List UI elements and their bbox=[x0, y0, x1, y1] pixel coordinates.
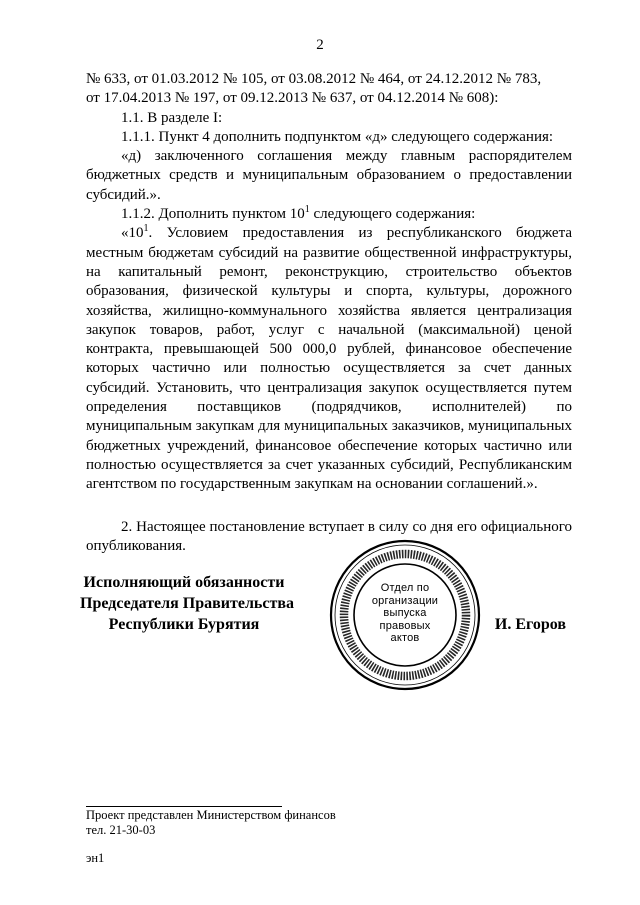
stamp-line-1: Отдел по bbox=[380, 582, 430, 594]
point-10-1-prefix: «10 bbox=[121, 225, 144, 242]
body-line-refs-2: от 17.04.2013 № 197, от 09.12.2013 № 637, от 04.12.2014 № 608): bbox=[86, 90, 499, 107]
paragraph-gap bbox=[86, 495, 572, 518]
page-number: 2 bbox=[316, 37, 324, 53]
signature-title-line-1: Исполняющий обязанности bbox=[83, 574, 285, 591]
footnote bbox=[86, 808, 336, 838]
document-body bbox=[86, 70, 572, 556]
item-1-1-1: 1.1.1. Пункт 4 дополнить подпунктом «д» следующего содержания: bbox=[121, 128, 554, 145]
item-1-1-2 bbox=[86, 205, 572, 224]
point-10-1 bbox=[86, 224, 572, 494]
signature-title-line-2: Председателя Правительства bbox=[80, 595, 294, 612]
item-1-1-2-tail: следующего содержания: bbox=[309, 206, 476, 223]
paragraph-2: 2. Настоящее постановление вступает в силу со дня его официального опубликования. bbox=[86, 518, 572, 554]
footnote-line-1: Проект представлен Министерством финансов bbox=[86, 808, 336, 822]
official-stamp bbox=[328, 538, 482, 692]
footnote-divider bbox=[86, 806, 282, 807]
item-1-1-2-superscript: 1 bbox=[304, 204, 310, 216]
stamp-line-5: актов bbox=[390, 632, 420, 644]
stamp-line-4: правовых bbox=[379, 619, 431, 632]
signer-name: И. Егоров bbox=[494, 616, 566, 633]
document-code: эн1 bbox=[86, 851, 105, 865]
stamp-center-text bbox=[355, 582, 455, 645]
signature-title-line-3: Республики Бурятия bbox=[108, 616, 260, 633]
body-line-refs-1: № 633, от 01.03.2012 № 105, от 03.08.2012 № 464, от 24.12.2012 № 783, bbox=[86, 71, 542, 87]
footnote-line-2: тел. 21-30-03 bbox=[86, 823, 156, 837]
signature-block bbox=[80, 572, 294, 635]
point-10-1-superscript: 1 bbox=[143, 223, 149, 235]
item-1-1-2-text: 1.1.2. Дополнить пунктом 10 bbox=[121, 206, 305, 223]
point-10-1-text: . Условием предоставления из республиканского бюджета местным бюджетам субсидий на развитие общественной инфраструктуры, на капитальный ремонт, реконструкцию, строительство объектов образования, физической культуры и спорта, культуры, дорожного хозяйства, жилищно-коммунального хозяйства является централизация закупок товаров, работ, услуг с начальной (максимальной) ценой контракта, превышающей 500 000,0 рублей, финансовое обеспечение которых частично или полностью осуществляется за счет данных субсидий. Установить, что централизация закупок осуществляется путем определения поставщиков (подрядчиков, исполнителей) по муниципальным закупкам для муниципальных заказчиков, муниципальных бюджетных учреждений, финансовое обеспечение которых частично или полностью осуществляется за счет указанных субсидий, Республиканским агентством по государственным закупкам на основании соглашений.». bbox=[86, 225, 572, 493]
subitem-d: «д) заключенного соглашения между главным распорядителем бюджетных средств и муниципальным образованием о предоставлении субсидий.». bbox=[86, 148, 572, 203]
section-heading: 1.1. В разделе I: bbox=[121, 109, 223, 126]
stamp-line-2: организации bbox=[371, 594, 439, 607]
stamp-line-3: выпуска bbox=[383, 607, 427, 619]
